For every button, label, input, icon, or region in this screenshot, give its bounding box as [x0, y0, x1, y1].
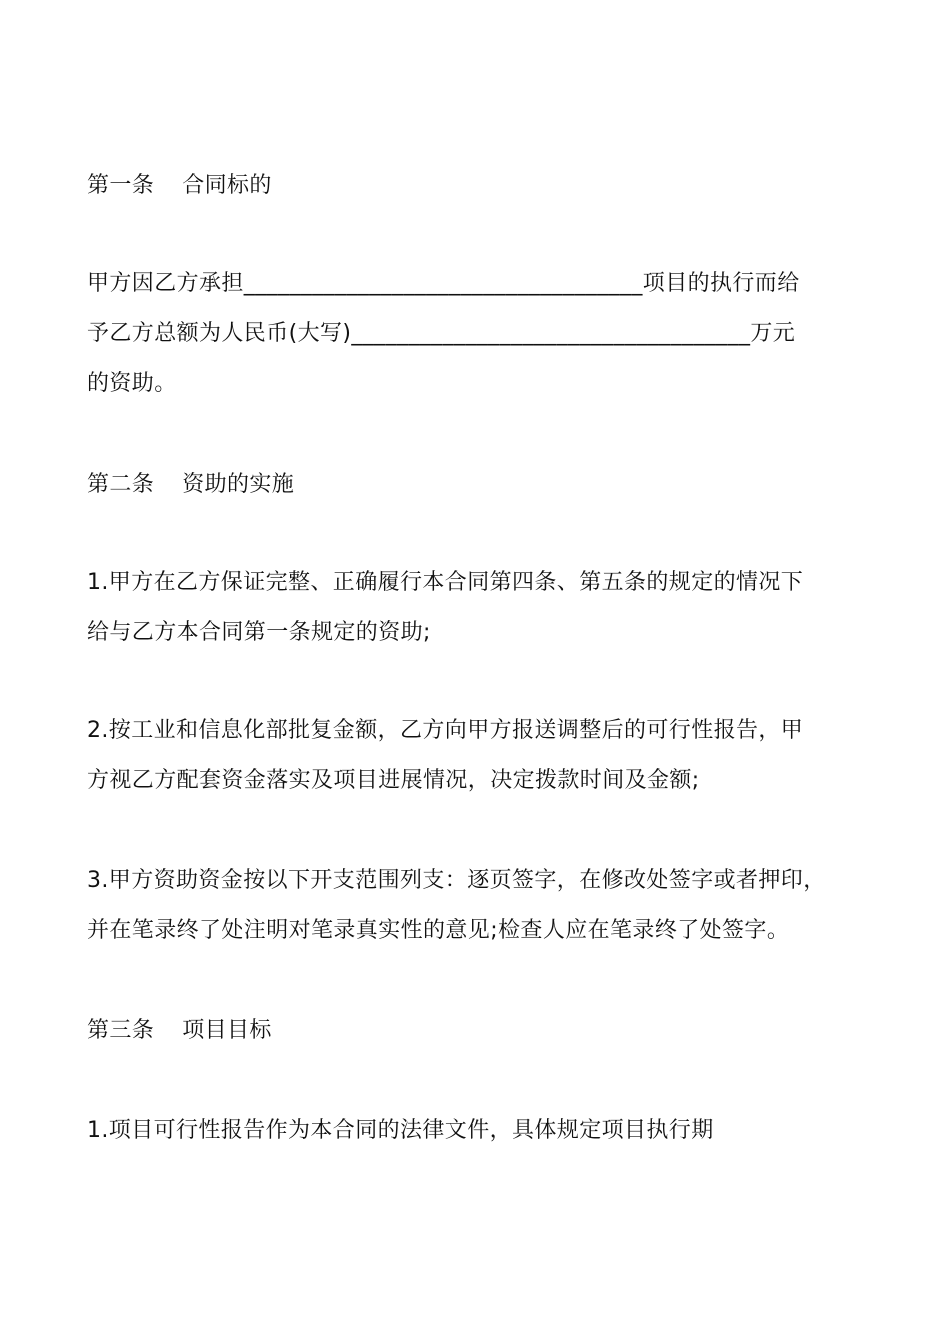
article-2-item-3-line-1: 3.甲方资助资金按以下开支范围列支：逐页签字，在修改处签字或者押印，	[87, 868, 826, 893]
article-3-title: 项目目标	[182, 1018, 272, 1043]
article-2-item-2-line-2: 方视乙方配套资金落实及项目进展情况，决定拨款时间及金额;	[87, 768, 700, 793]
article-1-heading	[87, 171, 272, 201]
article-1-line-3: 的资助。	[87, 371, 177, 396]
article-2-title: 资助的实施	[182, 472, 295, 497]
article-1-number: 第一条	[87, 173, 155, 198]
article-2-item-2-line-1: 2.按工业和信息化部批复金额，乙方向甲方报送调整后的可行性报告，甲	[87, 718, 804, 743]
article-2-item-3-line-2: 并在笔录终了处注明对笔录真实性的意见;检查人应在笔录终了处签字。	[87, 918, 790, 943]
article-1-line-1: 甲方因乙方承担___________________________________项目的执行而给	[87, 271, 800, 296]
article-3-heading	[87, 1016, 272, 1046]
article-2-item-1-line-1: 1.甲方在乙方保证完整、正确履行本合同第四条、第五条的规定的情况下	[87, 570, 804, 595]
article-3-item-1-line-1: 1.项目可行性报告作为本合同的法律文件，具体规定项目执行期	[87, 1118, 714, 1143]
article-1-line-2: 予乙方总额为人民币(大写)___________________________________万元	[87, 321, 796, 346]
article-2-item-1-line-2: 给与乙方本合同第一条规定的资助;	[87, 620, 431, 645]
article-3-number: 第三条	[87, 1018, 155, 1043]
article-2-number: 第二条	[87, 472, 155, 497]
article-1-title: 合同标的	[182, 173, 272, 198]
article-2-heading	[87, 470, 294, 500]
